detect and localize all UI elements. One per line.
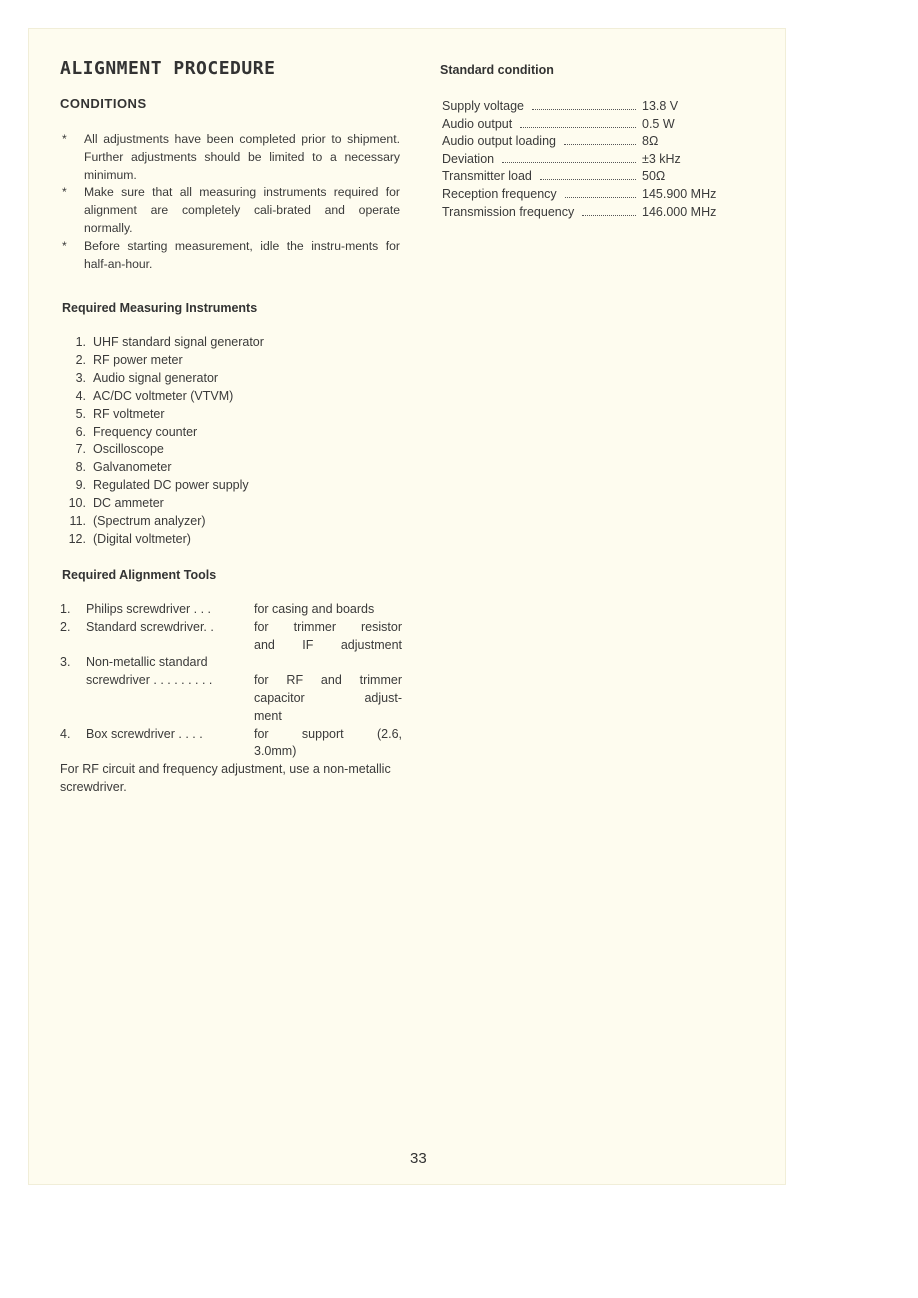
spec-row: [442, 168, 762, 186]
item-label: AC/DC voltmeter (VTVM): [93, 388, 234, 403]
tool-description: for support (2.6,: [254, 726, 402, 741]
condition-text: Make sure that all measuring instruments required for alignment are completely cali-brated and operate normally.: [84, 185, 400, 235]
item-label: RF voltmeter: [93, 406, 165, 421]
tool-description: capacitor adjust-: [254, 690, 402, 705]
instruments-list: [60, 334, 264, 549]
item-number: 7.: [75, 442, 86, 457]
item-number: 3.: [60, 655, 71, 670]
conditions-list: [60, 131, 400, 273]
spec-label: Deviation: [442, 151, 495, 166]
instruments-heading: Required Measuring Instruments: [62, 301, 258, 315]
item-label: Regulated DC power supply: [93, 478, 249, 493]
spec-row: [442, 186, 762, 204]
item-number: 8.: [75, 460, 86, 475]
item-label: Oscilloscope: [93, 442, 164, 457]
list-item-continuation: [60, 708, 402, 726]
item-number: 3.: [75, 370, 86, 385]
standard-condition-table: [442, 98, 762, 221]
spec-row: [442, 133, 762, 151]
spec-row: [442, 98, 762, 116]
tool-name: screwdriver . . . . . . . . .: [86, 673, 213, 688]
dot-leader: [502, 162, 636, 163]
spec-row: [442, 116, 762, 134]
tool-name: Philips screwdriver . . .: [86, 602, 212, 616]
asterisk-bullet: *: [62, 238, 67, 253]
standard-condition-heading: Standard condition: [440, 63, 554, 77]
list-item: [60, 184, 400, 237]
spec-label: Transmission frequency: [442, 204, 575, 219]
item-label: Galvanometer: [93, 460, 172, 475]
dot-leader: [532, 109, 636, 110]
item-number: 12.: [68, 531, 86, 546]
list-item: [60, 477, 264, 495]
spec-label: Transmitter load: [442, 169, 532, 184]
spec-label: Audio output loading: [442, 134, 556, 149]
dot-leader: [540, 179, 636, 180]
page-title: ALIGNMENT PROCEDURE: [60, 58, 276, 79]
item-label: RF power meter: [93, 352, 183, 367]
dot-leader: [520, 127, 636, 128]
tool-description: ment: [254, 708, 282, 723]
spec-row: [442, 151, 762, 169]
spec-value: 50Ω: [642, 169, 666, 184]
item-number: 9.: [75, 478, 86, 493]
tool-name: Box screwdriver . . . .: [86, 726, 203, 741]
spec-label: Supply voltage: [442, 99, 525, 113]
dot-leader: [565, 197, 636, 198]
tool-description: for trimmer resistor: [254, 619, 402, 634]
spec-value: 13.8 V: [642, 99, 679, 113]
item-label: Audio signal generator: [93, 370, 219, 385]
tools-note: For RF circuit and frequency adjustment, use a non-metallic screwdriver.: [60, 762, 391, 794]
list-item-continuation: [60, 672, 402, 690]
tools-heading: Required Alignment Tools: [62, 568, 217, 582]
list-item: [60, 131, 400, 184]
conditions-heading: CONDITIONS: [60, 96, 147, 111]
list-item: [60, 441, 264, 459]
list-item: [60, 370, 264, 388]
list-item: [60, 726, 402, 744]
item-label: (Spectrum analyzer): [93, 514, 206, 529]
asterisk-bullet: *: [62, 132, 67, 146]
list-item: [60, 388, 264, 406]
item-number: 1.: [75, 335, 86, 349]
spec-label: Reception frequency: [442, 186, 557, 201]
item-number: 11.: [69, 514, 86, 529]
list-item: [60, 531, 264, 549]
item-number: 4.: [75, 388, 86, 403]
list-item: [60, 334, 264, 352]
list-item: [60, 601, 402, 619]
dot-leader: [582, 215, 636, 216]
item-number: 10.: [68, 496, 86, 511]
item-number: 5.: [75, 406, 86, 421]
page-number: 33: [410, 1150, 427, 1167]
tool-description: for casing and boards: [254, 602, 375, 616]
item-number: 1.: [60, 602, 71, 616]
list-item: [60, 619, 402, 637]
item-label: Frequency counter: [93, 424, 198, 439]
asterisk-bullet: *: [62, 185, 67, 200]
tool-name: Non-metallic standard: [86, 655, 208, 670]
tool-description: and IF adjustment: [254, 637, 402, 652]
tool-description: 3.0mm): [254, 744, 297, 759]
list-item: [60, 495, 264, 513]
spec-value: 0.5 W: [642, 116, 675, 131]
item-number: 4.: [60, 726, 71, 741]
item-label: UHF standard signal generator: [93, 335, 264, 349]
spec-label: Audio output: [442, 116, 513, 131]
item-number: 6.: [75, 424, 86, 439]
list-item: [60, 424, 264, 442]
tools-list: [60, 601, 402, 797]
tool-description: for RF and trimmer: [254, 673, 402, 688]
spec-value: 8Ω: [642, 134, 659, 149]
dot-leader: [564, 144, 636, 145]
condition-text: Before starting measurement, idle the instru-ments for half-an-hour.: [84, 238, 400, 271]
list-item: [60, 406, 264, 424]
list-item: [60, 654, 402, 672]
spec-row: [442, 204, 762, 222]
list-item: [60, 352, 264, 370]
list-item: [60, 459, 264, 477]
item-number: 2.: [60, 619, 71, 634]
list-item: [60, 513, 264, 531]
tool-name: Standard screwdriver. .: [86, 619, 214, 634]
item-number: 2.: [75, 352, 86, 367]
list-item-continuation: [60, 743, 402, 761]
list-item-continuation: [60, 637, 402, 655]
list-item: [60, 238, 400, 274]
spec-value: 146.000 MHz: [642, 204, 717, 219]
condition-text: All adjustments have been completed prior to shipment. Further adjustments should be limited to a necessary minimum.: [84, 132, 400, 182]
item-label: (Digital voltmeter): [93, 531, 191, 546]
spec-value: ±3 kHz: [642, 151, 681, 166]
item-label: DC ammeter: [93, 496, 164, 511]
spec-value: 145.900 MHz: [642, 186, 717, 201]
list-item-continuation: [60, 690, 402, 708]
